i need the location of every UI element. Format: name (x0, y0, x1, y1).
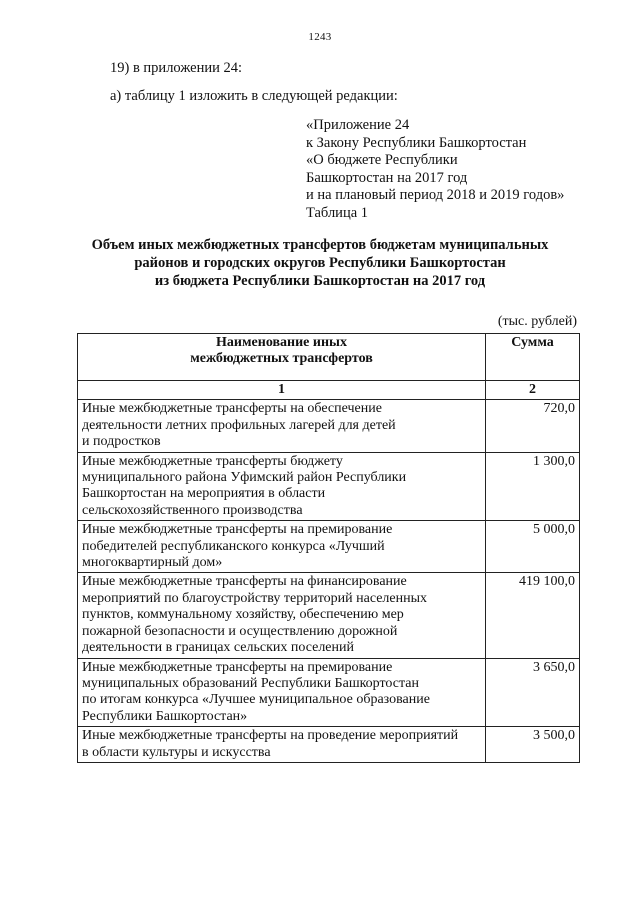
transfer-name-line: пунктов, коммунальному хозяйству, обеспечению мер (82, 607, 404, 623)
table-row (78, 573, 580, 658)
document-title (60, 236, 580, 290)
table-body (78, 400, 580, 763)
header-name-line: Наименование иных (216, 335, 347, 350)
table-row (78, 521, 580, 573)
appendix-header-line: к Закону Республики Башкортостан (306, 134, 527, 151)
transfer-name-line: муниципального района Уфимский район Республики (82, 470, 407, 486)
transfer-name-line: многоквартирный дом» (82, 555, 223, 571)
table-row (78, 452, 580, 521)
transfer-name-cell (78, 452, 486, 521)
transfer-name-line: по итогам конкурса «Лучшее муниципальное образование (82, 692, 430, 708)
transfer-name-line: Республики Башкортостан» (82, 708, 248, 724)
transfer-name-line: победителей республиканского конкурса «Лучший (82, 538, 385, 554)
transfer-name-cell (78, 521, 486, 573)
transfer-name-line: Башкортостан на мероприятия в области (82, 486, 326, 502)
transfer-name-line: деятельности летних профильных лагерей для детей (82, 417, 396, 433)
page-number: 1243 (308, 31, 332, 43)
transfer-name-line: Иные межбюджетные трансферты на премирование (82, 522, 393, 538)
header-name (78, 334, 486, 381)
transfer-name-line: и подростков (82, 434, 161, 450)
table-label: Таблица 1 (306, 204, 369, 221)
transfer-name-cell (78, 658, 486, 727)
transfer-sum-cell: 720,0 (486, 400, 580, 452)
transfer-name-line: Иные межбюджетные трансферты на проведение мероприятий (82, 728, 459, 744)
units-label: (тыс. рублей) (497, 314, 577, 329)
header-sum: Сумма (486, 334, 580, 381)
table-row (78, 658, 580, 727)
document-title-line: из бюджета Республики Башкортостан на 2017 год (154, 273, 486, 289)
table-header-row (78, 334, 580, 381)
appendix-header-line: Башкортостан на 2017 год (306, 169, 468, 186)
column-number-row (78, 381, 580, 400)
transfer-name-line: Иные межбюджетные трансферты на обеспечение (82, 401, 382, 417)
transfer-sum-cell: 3 650,0 (486, 658, 580, 727)
transfer-name-line: деятельности в границах сельских поселений (82, 640, 354, 656)
transfer-name-line: муниципальных образований Республики Башкортостан (82, 675, 419, 691)
transfers-table (77, 333, 580, 763)
appendix-header-line: и на плановый период 2018 и 2019 годов» (306, 187, 565, 204)
transfer-name-line: Иные межбюджетные трансферты на премирование (82, 659, 393, 675)
column-number: 1 (78, 381, 486, 400)
table-row (78, 727, 580, 763)
transfer-name-cell (78, 573, 486, 658)
document-title-line: районов и городских округов Республики Башкортостан (134, 255, 506, 271)
transfer-name-line: Иные межбюджетные трансферты на финансирование (82, 574, 407, 590)
transfer-name-cell (78, 727, 486, 763)
transfer-name-cell (78, 400, 486, 452)
transfer-name-line: мероприятий по благоустройству территорий населенных (82, 590, 428, 606)
document-title-line: Объем иных межбюджетных трансфертов бюджетам муниципальных (91, 237, 549, 253)
intro-line-2: а) таблицу 1 изложить в следующей редакции: (110, 88, 398, 104)
appendix-header-block (306, 117, 564, 223)
transfer-sum-cell: 1 300,0 (486, 452, 580, 521)
table-row (78, 400, 580, 452)
transfer-name-line: сельскохозяйственного производства (82, 502, 303, 518)
transfer-name-line: Иные межбюджетные трансферты бюджету (82, 453, 343, 469)
transfer-name-line: в области культуры и искусства (82, 744, 271, 760)
intro-line-1: 19) в приложении 24: (110, 60, 243, 76)
transfer-name-line: пожарной безопасности и осуществлению дорожной (82, 623, 398, 639)
appendix-header-line: «Приложение 24 (306, 117, 410, 133)
header-name-line: межбюджетных трансфертов (190, 351, 373, 367)
transfer-sum-cell: 3 500,0 (486, 727, 580, 763)
transfer-sum-cell: 5 000,0 (486, 521, 580, 573)
transfer-sum-cell: 419 100,0 (486, 573, 580, 658)
appendix-header-line: «О бюджете Республики (306, 152, 458, 169)
column-number: 2 (486, 381, 580, 400)
